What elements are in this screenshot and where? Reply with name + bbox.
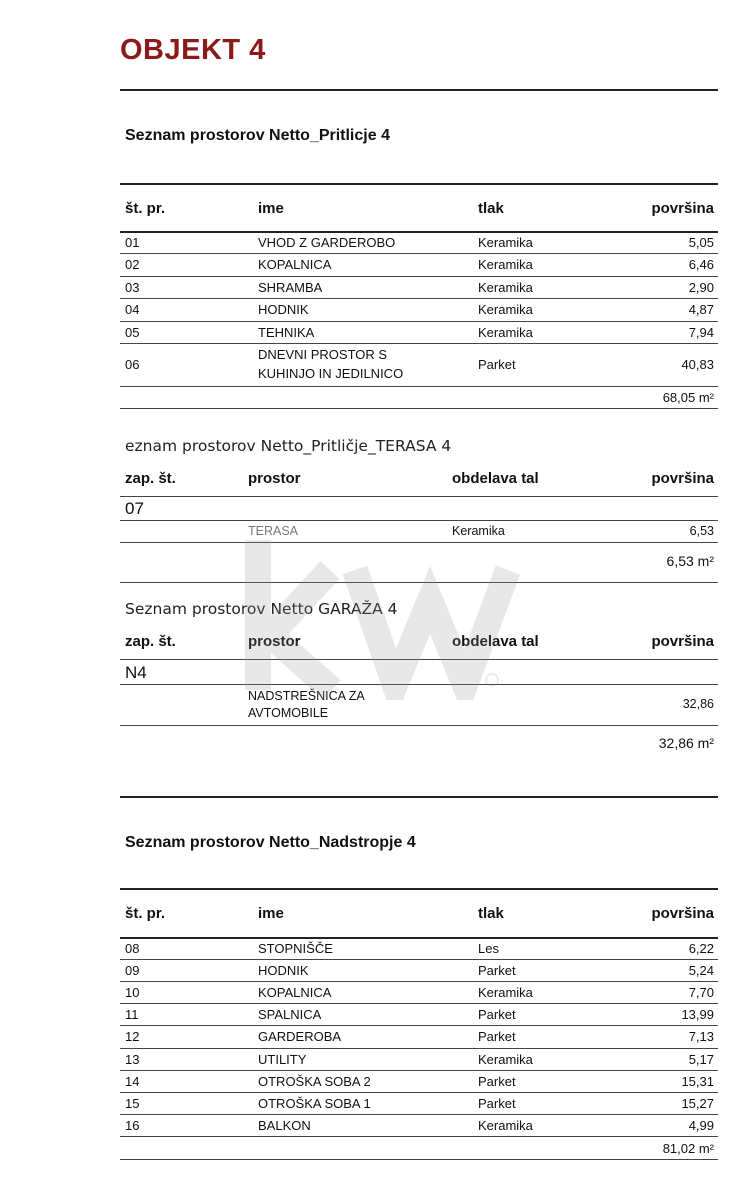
- row-rule: [120, 1136, 718, 1137]
- table-cell-name: TERASA: [248, 524, 299, 538]
- table-cell-area: 4,99: [688, 1117, 714, 1133]
- row-rule: [120, 520, 718, 521]
- table-cell-area: 5,05: [688, 235, 714, 250]
- table-cell-floor: Keramika: [452, 524, 505, 538]
- row-rule: [120, 1048, 718, 1049]
- row-rule: [120, 1092, 718, 1093]
- table-cell-name: VHOD Z GARDEROBO: [258, 235, 396, 250]
- title-divider: [120, 89, 718, 91]
- table-cell-name: BALKON: [258, 1117, 311, 1133]
- table-cell-name: SHRAMBA: [258, 279, 323, 295]
- row-rule: [120, 725, 718, 726]
- row-rule: [120, 276, 718, 277]
- room-code: N4: [125, 663, 147, 682]
- table-cell-area: 40,83: [681, 357, 714, 372]
- table-cell-floor: Keramika: [478, 235, 533, 250]
- table-cell-area: 6,22: [688, 941, 714, 956]
- table-cell-no: 12: [125, 1029, 140, 1045]
- table-cell-floor: Parket: [478, 1073, 516, 1089]
- table-cell-name: SPALNICA: [258, 1007, 322, 1023]
- table-cell-no: 08: [125, 941, 140, 956]
- col-header-no: zap. št.: [125, 633, 176, 650]
- table-cell-area: 2,90: [688, 279, 714, 295]
- room-code: 07: [125, 499, 144, 518]
- table-cell-no: 09: [125, 963, 140, 979]
- table-cell-name: STOPNIŠČE: [258, 941, 333, 956]
- section-heading-pritlicje: Seznam prostorov Netto_Pritlicje 4: [125, 127, 390, 144]
- section1-total: 68,05 m²: [662, 390, 714, 405]
- table-cell-name: NADSTREŠNICA ZA: [248, 689, 365, 703]
- table-cell-no: 16: [125, 1117, 140, 1133]
- table-cell-floor: Keramika: [478, 279, 533, 295]
- table-cell-floor: Keramika: [478, 302, 533, 318]
- kw-logo-watermark-icon: [240, 540, 520, 700]
- row-rule: [120, 959, 718, 960]
- section1-bottom-rule: [120, 408, 718, 409]
- table-cell-area: 13,99: [681, 1007, 714, 1023]
- section1-top-rule: [120, 183, 718, 185]
- row-rule: [120, 343, 718, 344]
- table-cell-name: DNEVNI PROSTOR S: [258, 347, 388, 362]
- table-cell-floor: Parket: [478, 1029, 516, 1045]
- col-header-floor: tlak: [478, 200, 504, 217]
- table-cell-no: 03: [125, 279, 140, 295]
- row-rule: [120, 1070, 718, 1071]
- table-cell-floor: Keramika: [478, 1117, 533, 1133]
- col-header-space: prostor: [248, 470, 301, 487]
- table-cell-no: 04: [125, 302, 140, 318]
- row-rule: [120, 298, 718, 299]
- table-cell-name: HODNIK: [258, 963, 309, 979]
- table-cell-floor: Keramika: [478, 985, 533, 1001]
- col-header-area: površina: [651, 470, 714, 487]
- table-cell-floor: Parket: [478, 1007, 516, 1023]
- section-heading-garaza: Seznam prostorov Netto GARAŽA 4: [125, 600, 398, 618]
- table-cell-name: UTILITY: [258, 1051, 307, 1067]
- col-header-area: površina: [651, 200, 714, 217]
- table-cell-no: 02: [125, 257, 140, 273]
- col-header-name: ime: [258, 905, 284, 922]
- col-header-finish: obdelava tal: [452, 633, 539, 650]
- section4-bottom-rule: [120, 1159, 718, 1160]
- table-cell-floor: Keramika: [478, 324, 533, 340]
- table-cell-area: 7,13: [688, 1029, 714, 1045]
- table-cell-area: 7,94: [688, 324, 714, 340]
- table-cell-name: AVTOMOBILE: [248, 706, 329, 720]
- row-rule: [120, 253, 718, 254]
- table-cell-no: 06: [125, 357, 140, 372]
- table-cell-floor: Parket: [478, 357, 516, 372]
- row-rule: [120, 981, 718, 982]
- col-header-area: površina: [651, 905, 714, 922]
- col-header-no: št. pr.: [125, 200, 166, 217]
- col-header-finish: obdelava tal: [452, 470, 539, 487]
- table-cell-floor: Keramika: [478, 257, 533, 273]
- table-cell-name: KUHINJO IN JEDILNICO: [258, 366, 404, 381]
- table-cell-name: TEHNIKA: [258, 324, 315, 340]
- table-cell-area: 6,46: [688, 257, 714, 273]
- row-rule: [120, 1114, 718, 1115]
- table-cell-name: GARDEROBA: [258, 1029, 342, 1045]
- section3-total: 32,86 m²: [658, 735, 714, 751]
- table-cell-name: KOPALNICA: [258, 985, 332, 1001]
- table-cell-area: 4,87: [688, 302, 714, 318]
- table-cell-no: 05: [125, 324, 140, 340]
- section4-top-rule: [120, 888, 718, 890]
- col-header-floor: tlak: [478, 905, 504, 922]
- section1-header-rule: [120, 231, 718, 233]
- table-cell-area: 5,17: [688, 1051, 714, 1067]
- table-cell-floor: Parket: [478, 963, 516, 979]
- table-cell-area: 7,70: [688, 985, 714, 1001]
- table-cell-name: HODNIK: [258, 302, 309, 318]
- col-header-area: površina: [651, 633, 714, 650]
- section3-bottom-rule: [120, 796, 718, 798]
- table-cell-no: 13: [125, 1051, 140, 1067]
- table-cell-area: 15,27: [681, 1095, 714, 1111]
- table-cell-area: 6,53: [689, 524, 714, 538]
- table-cell-name: KOPALNICA: [258, 257, 332, 273]
- row-rule: [120, 1025, 718, 1026]
- section-heading-terasa: eznam prostorov Netto_Pritličje_TERASA 4: [125, 437, 452, 455]
- table-cell-floor: Les: [478, 941, 499, 956]
- section2-total: 6,53 m²: [666, 553, 714, 569]
- table-cell-no: 14: [125, 1073, 140, 1089]
- section4-total: 81,02 m²: [662, 1141, 714, 1156]
- table-cell-area: 5,24: [688, 963, 714, 979]
- row-rule: [120, 386, 718, 387]
- table-cell-floor: Parket: [478, 1095, 516, 1111]
- row-rule: [120, 321, 718, 322]
- row-rule: [120, 1003, 718, 1004]
- table-cell-floor: Keramika: [478, 1051, 533, 1067]
- col-header-no: zap. št.: [125, 470, 176, 487]
- table-cell-no: 10: [125, 985, 140, 1001]
- section-heading-nadstropje: Seznam prostorov Netto_Nadstropje 4: [125, 834, 416, 851]
- col-header-space: prostor: [248, 633, 301, 650]
- section4-header-rule: [120, 937, 718, 939]
- document-title: OBJEKT 4: [120, 34, 266, 66]
- table-cell-name: OTROŠKA SOBA 2: [258, 1073, 371, 1089]
- table-cell-area: 15,31: [681, 1073, 714, 1089]
- section2-header-rule: [120, 496, 718, 497]
- col-header-no: št. pr.: [125, 905, 166, 922]
- table-cell-area: 32,86: [682, 697, 714, 711]
- table-cell-name: OTROŠKA SOBA 1: [258, 1095, 371, 1111]
- col-header-name: ime: [258, 200, 284, 217]
- table-cell-no: 11: [125, 1007, 139, 1023]
- table-cell-no: 15: [125, 1095, 140, 1111]
- table-cell-no: 01: [125, 235, 140, 250]
